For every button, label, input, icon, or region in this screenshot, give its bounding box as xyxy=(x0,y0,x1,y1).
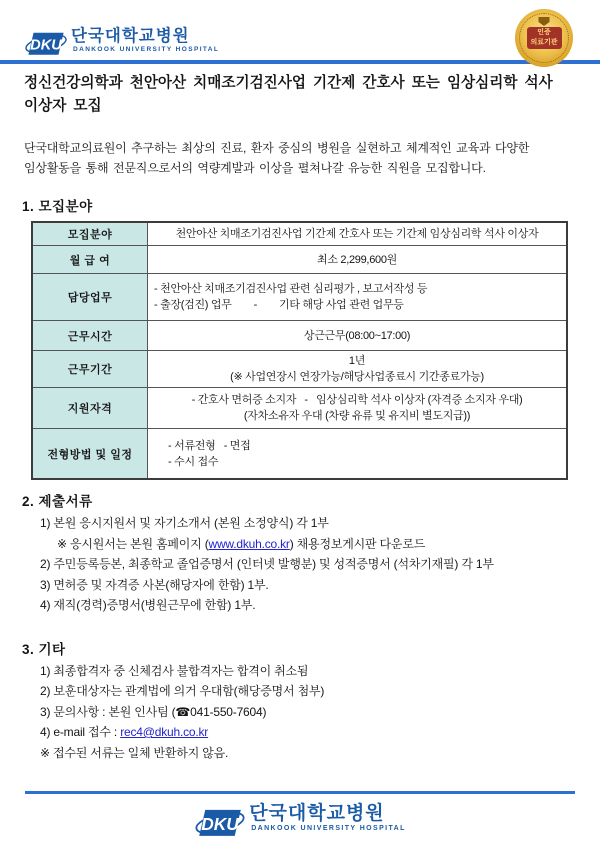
row-value xyxy=(148,274,568,321)
hospital-name-kr: 단국대학교병원 xyxy=(249,803,385,824)
row-label: 전형방법 및 일정 xyxy=(32,429,148,480)
list-item: 3) 면허증 및 자격증 사본(해당자에 한함) 1부. xyxy=(40,577,269,592)
hospital-name xyxy=(249,803,406,832)
svg-text:DKU: DKU xyxy=(201,813,239,834)
email-prefix: 4) e-mail 접수 : xyxy=(40,725,121,739)
table-row-field xyxy=(32,222,567,246)
row-label: 모집분야 xyxy=(32,222,148,246)
table-row-duties xyxy=(32,274,567,321)
row-value-line: (자차소유자 우대 (차량 유류 및 유지비 별도지급)) xyxy=(243,410,471,422)
row-label: 담당업무 xyxy=(32,274,148,321)
row-value-line: 상근근무(08:00~17:00) xyxy=(303,329,411,342)
hospital-name-en: DANKOOK UNIVERSITY HOSPITAL xyxy=(251,825,406,832)
row-value xyxy=(148,429,568,480)
email-link[interactable]: rec4@dkuh.co.kr xyxy=(120,725,209,739)
footer-logo xyxy=(0,803,600,841)
table-row-qualification xyxy=(32,388,567,429)
list-item: 2) 주민등록등본, 최종학교 졸업증명서 (인터넷 발행분) 및 성적증명서 (석차기재필) 각 1부 xyxy=(40,557,494,571)
recruitment-table xyxy=(31,221,568,480)
table-row-process xyxy=(32,429,567,480)
list-item-email xyxy=(40,722,600,743)
row-value-line: 1년 xyxy=(348,355,366,367)
list-item-note: ※ 접수된 서류는 일체 반환하지 않음. xyxy=(40,745,229,760)
row-value xyxy=(148,388,568,429)
section-2-heading: 2. 제출서류 xyxy=(22,494,93,509)
homepage-link[interactable]: www.dkuh.co.kr xyxy=(208,536,290,551)
row-value-line: - 수시 접수 xyxy=(168,455,219,468)
list-item: 2) 보훈대상자는 관계법에 의거 우대함(해당증명서 첨부) xyxy=(40,684,325,698)
list-item-note xyxy=(57,534,600,555)
page-title-line1: 정신건강의학과 천안아산 치매조기검진사업 기간제 간호사 또는 임상심리학 석사 xyxy=(24,75,553,91)
dku-logo-icon xyxy=(194,803,246,841)
row-value-line: 천안아산 치매조기검진사업 기간제 간호사 또는 기간제 임상심리학 석사 이상자 xyxy=(175,228,539,240)
intro-paragraph xyxy=(24,138,576,178)
row-value xyxy=(148,222,568,246)
section-3-heading: 3. 기타 xyxy=(22,641,66,657)
list-item: 1) 본원 응시지원서 및 자기소개서 (본원 소정양식) 각 1부 xyxy=(40,516,329,530)
row-value-line: - 간호사 면허증 소지자 - 임상심리학 석사 이상자 (자격증 소지자 우대) xyxy=(191,394,523,406)
hospital-logo xyxy=(24,27,219,59)
row-value xyxy=(148,246,568,274)
header xyxy=(0,0,600,64)
row-label: 월 급 여 xyxy=(32,246,148,274)
note-suffix: ) 채용정보게시판 다운로드 xyxy=(289,536,426,551)
hospital-name-en: DANKOOK UNIVERSITY HOSPITAL xyxy=(73,46,220,53)
table-row-hours xyxy=(32,321,567,351)
footer-divider xyxy=(25,791,575,794)
hospital-name xyxy=(71,27,219,53)
submission-documents-list xyxy=(40,513,600,616)
row-value-line: (※ 사업연장시 연장가능/해당사업종료시 기간종료가능) xyxy=(230,371,484,383)
seal-label xyxy=(527,27,562,49)
table-row-salary xyxy=(32,246,567,274)
table-row-period xyxy=(32,351,567,388)
note-prefix: ※ 응시원서는 본원 홈페이지 ( xyxy=(57,536,209,551)
row-value-line: - 천안아산 치매조기검진사업 관련 심리평가 , 보고서작성 등 xyxy=(154,283,428,295)
misc-list xyxy=(40,661,600,764)
list-item: 4) 재직(경력)증명서(병원근무에 한함) 1부. xyxy=(40,598,256,612)
row-label: 지원자격 xyxy=(32,388,148,429)
list-item: 1) 최종합격자 중 신체검사 불합격자는 합격이 취소됨 xyxy=(40,663,309,678)
row-label: 근무기간 xyxy=(32,351,148,388)
seal-label-line1: 인증 xyxy=(537,29,551,36)
page-title-line2: 이상자 모집 xyxy=(24,98,102,114)
list-item-contact: 3) 문의사항 : 본원 인사팀 (☎041-550-7604) xyxy=(40,704,267,719)
intro-line1: 단국대학교의료원이 추구하는 최상의 진료, 환자 중심의 병원을 실현하고 체계적인 교육과 다양한 xyxy=(24,141,530,155)
seal-label-line2: 의료기관 xyxy=(530,39,558,46)
dku-logo-icon xyxy=(24,27,68,59)
row-label: 근무시간 xyxy=(32,321,148,351)
intro-line2: 임상활동을 통해 전문직으로서의 역량계발과 이상을 펼쳐나갈 유능한 직원을 모집합니다. xyxy=(24,161,486,175)
section-1-heading: 1. 모집분야 xyxy=(22,199,93,214)
seal-shield-icon xyxy=(539,17,550,26)
row-value-line: - 출장(검진) 업무 - 기타 해당 사업 관련 업무등 xyxy=(154,299,404,311)
row-value-line: - 서류전형 - 면접 xyxy=(168,439,251,452)
row-value-line: 최소 2,299,600원 xyxy=(317,253,397,266)
row-value xyxy=(148,321,568,351)
row-value xyxy=(148,351,568,388)
accreditation-seal-icon xyxy=(515,9,573,67)
page-title xyxy=(24,72,576,118)
svg-text:DKU: DKU xyxy=(30,37,62,54)
hospital-logo-footer xyxy=(194,803,406,841)
hospital-name-kr: 단국대학교병원 xyxy=(71,27,190,45)
